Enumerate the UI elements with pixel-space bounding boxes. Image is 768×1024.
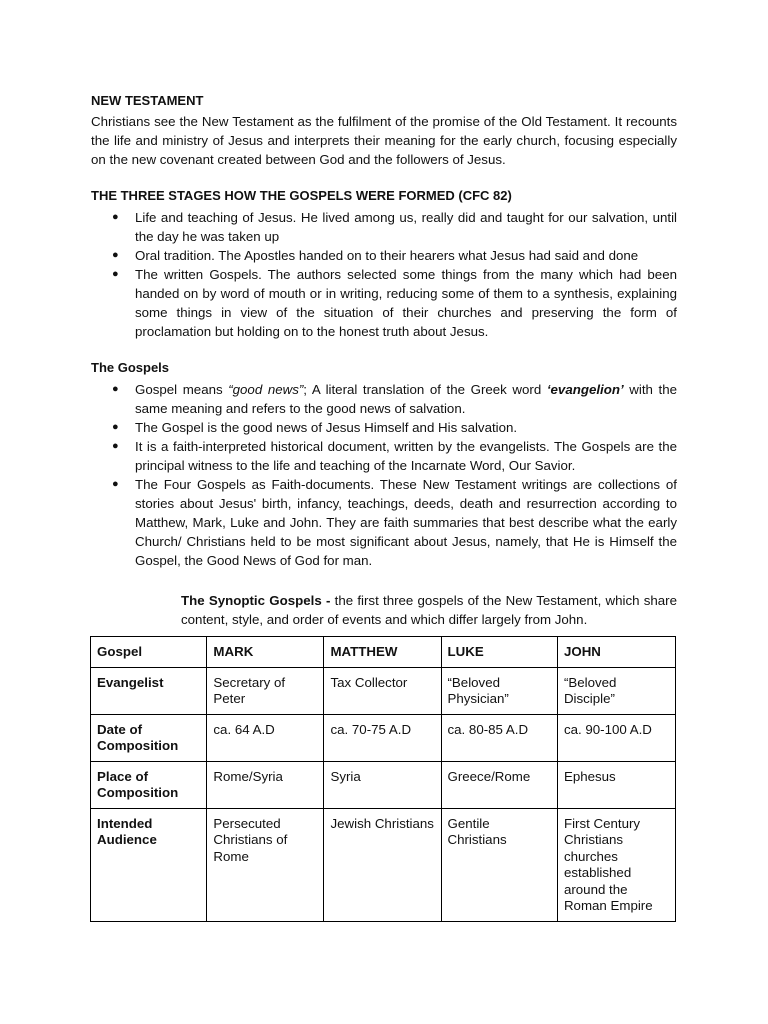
row-label: Intended Audience xyxy=(91,808,207,921)
table-cell: ca. 64 A.D xyxy=(207,714,324,761)
table-cell: First Century Christians churches established around the Roman Empire xyxy=(557,808,675,921)
gospel-stages-section xyxy=(91,188,677,341)
list-item xyxy=(91,208,677,246)
table-cell: Greece/Rome xyxy=(441,761,557,808)
table-cell: Jewish Christians xyxy=(324,808,441,921)
table-cell: Syria xyxy=(324,761,441,808)
list-item xyxy=(91,265,677,341)
the-gospels-list xyxy=(91,380,677,570)
table-row xyxy=(91,761,676,808)
document-content xyxy=(91,93,677,629)
table-cell: Ephesus xyxy=(557,761,675,808)
list-item-text: The written Gospels. The authors selected some things from the many which had been handed on by word of mouth or in writing, reducing some of them to a synthesis, explaining some things in view of the situation of their churches and preserving the form of proclamation but holding on to the honest truth about Jesus. xyxy=(135,267,677,339)
list-item-text: It is a faith-interpreted historical document, written by the evangelists. The Gospels are the principal witness to the life and teaching of the Incarnate Word, Our Savior. xyxy=(135,439,677,473)
list-item-text: with the same meaning and refers to the good news of salvation. xyxy=(135,382,677,416)
bullet-icon: ● xyxy=(112,268,119,280)
table-cell: Rome/Syria xyxy=(207,761,324,808)
table-cell: ca. 70-75 A.D xyxy=(324,714,441,761)
bullet-icon: ● xyxy=(112,478,119,490)
list-item-text: ; A literal translation of the Greek word xyxy=(303,382,547,397)
synoptic-gospels-text: the first three gospels of the New Testament, which share content, style, and order of events and which differ largely from John. xyxy=(181,593,677,627)
table-cell: “Beloved Physician” xyxy=(441,667,557,714)
bullet-icon: ● xyxy=(112,249,119,261)
gospel-stages-list xyxy=(91,208,677,341)
evangelion-term: ‘evangelion’ xyxy=(546,382,624,397)
bullet-icon: ● xyxy=(112,383,119,395)
list-item xyxy=(91,380,677,418)
synoptic-gospels-paragraph xyxy=(181,591,677,629)
table-header-cell: MATTHEW xyxy=(324,637,441,668)
synoptic-gospels-label: The Synoptic Gospels - xyxy=(181,593,335,608)
table-cell: Gentile Christians xyxy=(441,808,557,921)
bullet-icon: ● xyxy=(112,211,119,223)
table-cell: Tax Collector xyxy=(324,667,441,714)
new-testament-paragraph: Christians see the New Testament as the fulfilment of the promise of the Old Testament. It recounts the life and ministry of Jesus and interprets their meaning for the early church, focusing especially on the new covenant created between God and the followers of Jesus. xyxy=(91,114,677,167)
table-header-cell: LUKE xyxy=(441,637,557,668)
good-news-phrase: “good news” xyxy=(228,382,304,397)
list-item-text: Life and teaching of Jesus. He lived among us, really did and taught for our salvation, until the day he was taken up xyxy=(135,210,677,244)
table-cell: ca. 90-100 A.D xyxy=(557,714,675,761)
list-item-text: Gospel means xyxy=(135,382,229,397)
list-item xyxy=(91,418,677,437)
row-label: Place of Composition xyxy=(91,761,207,808)
table-cell: Secretary of Peter xyxy=(207,667,324,714)
bullet-icon: ● xyxy=(112,440,119,452)
table-row xyxy=(91,667,676,714)
the-gospels-section xyxy=(91,360,677,570)
table-row xyxy=(91,714,676,761)
gospel-stages-heading: THE THREE STAGES HOW THE GOSPELS WERE FORMED (CFC 82) xyxy=(91,188,512,203)
list-item xyxy=(91,246,677,265)
list-item-text: Oral tradition. The Apostles handed on to their hearers what Jesus had said and done xyxy=(135,248,639,263)
table-cell: “Beloved Disciple” xyxy=(557,667,675,714)
bullet-icon: ● xyxy=(112,421,119,433)
new-testament-heading: NEW TESTAMENT xyxy=(91,93,204,108)
list-item xyxy=(91,475,677,570)
row-label: Evangelist xyxy=(91,667,207,714)
table-cell: Persecuted Christians of Rome xyxy=(207,808,324,921)
gospels-table xyxy=(90,636,676,922)
the-gospels-heading: The Gospels xyxy=(91,360,170,375)
table-header-cell: MARK xyxy=(207,637,324,668)
table-cell: ca. 80-85 A.D xyxy=(441,714,557,761)
row-label: Date of Composition xyxy=(91,714,207,761)
list-item-text: The Gospel is the good news of Jesus Himself and His salvation. xyxy=(135,420,518,435)
list-item-text: The Four Gospels as Faith-documents. These New Testament writings are collections of stories about Jesus' birth, infancy, teachings, deeds, death and resurrection according to Matthew, Mark, Luke and John. They are faith summaries that best describe what the early Church/ Christians held to be most significant about Jesus, namely, that He is Himself the Gospel, the Good News of God for man. xyxy=(135,477,677,568)
table-header-cell: Gospel xyxy=(91,637,207,668)
table-header-cell: JOHN xyxy=(557,637,675,668)
list-item xyxy=(91,437,677,475)
table-row xyxy=(91,808,676,921)
table-header-row xyxy=(91,637,676,668)
